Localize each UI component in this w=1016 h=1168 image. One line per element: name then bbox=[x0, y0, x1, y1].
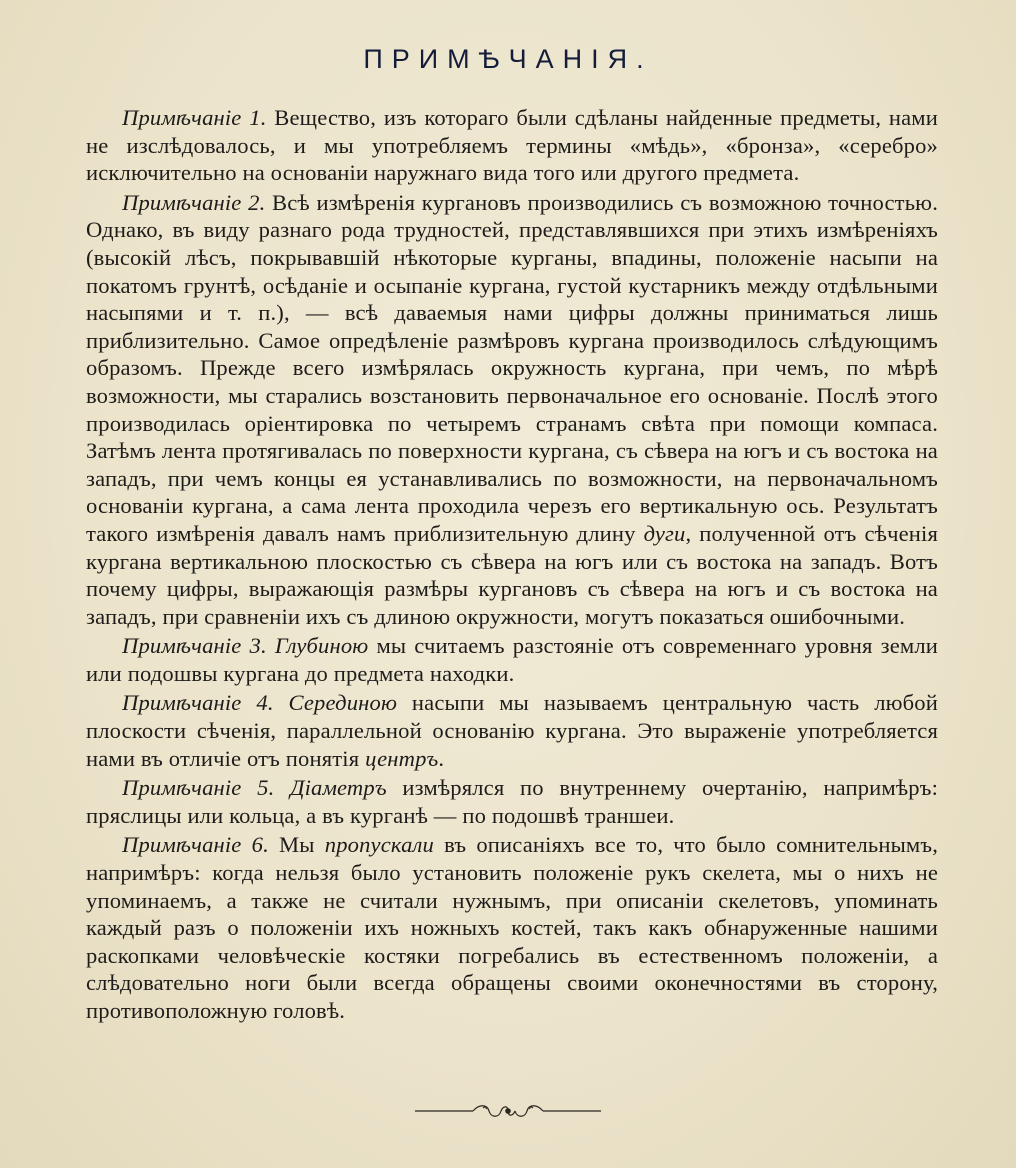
note-emphasis: пропускали bbox=[324, 832, 434, 858]
note-6 bbox=[86, 831, 938, 1024]
note-label: Примѣчаніе 3. bbox=[122, 633, 267, 659]
note-label: Примѣчаніе 1. bbox=[122, 105, 267, 130]
note-text: Вещество, изъ котораго были сдѣланы найденные предметы, нами не изслѣдовалось, и мы употребляемъ термины «мѣдь», «бронза», «серебро» исключительно на основаніи наружнаго вида того или другого предмета. bbox=[86, 105, 938, 186]
note-text: въ описаніяхъ все то, что было сомнительнымъ, напримѣръ: когда нельзя было установить положеніе рукъ скелета, мы о нихъ не упоминаемъ, а также не считали нужнымъ, при описаніи скелетовъ, упоминать каждый разъ о положеніи ихъ ножныхъ костей, такъ какъ обнаруженные нашими раскопками человѣческіе костяки погребались въ естественномъ положеніи, а слѣдовательно ноги были всегда обращены своими оконечностями въ сторону, противоположную головѣ. bbox=[86, 832, 938, 1023]
note-label: Примѣчаніе 6. bbox=[122, 832, 269, 858]
note-text: мы считаемъ разстояніе отъ современнаго уровня земли или подошвы кургана до предмета находки. bbox=[86, 633, 938, 686]
note-3 bbox=[86, 632, 938, 687]
note-text: Всѣ измѣренія кургановъ производились съ возможною точностью. Однако, въ виду разнаго рода трудностей, представлявшихся при этихъ измѣреніяхъ (высокій лѣсъ, покрывавшій нѣкоторые курганы, впадины, положеніе насыпи на покатомъ грунтѣ, осѣданіе и осыпаніе кургана, густой кустарникъ между отдѣльными насыпями и т. п.), — всѣ даваемыя нами цифры должны приниматься лишь приблизительно. Самое опредѣленіе размѣровъ кургана производилось слѣдующимъ образомъ. Прежде всего измѣрялась окружность кургана, при чемъ, по мѣрѣ возможности, мы старались возстановить первоначальное его основаніе. Послѣ этого производилась оріентировка по четыремъ странамъ свѣта при помощи компаса. Затѣмъ лента протягивалась по поверхности кургана, съ сѣвера на югъ и съ востока на западъ, при чемъ концы ея устанавливались по возможности, на первоначальномъ основаніи кургана, а сама лента проходила черезъ его вертикальную ось. Результатъ такого измѣренія давалъ намъ приблизительную длину bbox=[86, 189, 938, 546]
ornament-divider-icon bbox=[413, 1100, 603, 1122]
note-2 bbox=[86, 189, 938, 631]
page-title: ПРИМѢЧАНІЯ. bbox=[363, 44, 653, 74]
note-text: измѣрялся по внутреннему очертанію, напримѣръ: пряслицы или кольца, а въ курганѣ — по подошвѣ траншеи. bbox=[86, 775, 938, 828]
note-text: , полученной отъ сѣченія кургана вертикальною плоскостью съ сѣвера на югъ или съ востока на западъ. Вотъ почему цифры, выражающія размѣры кургановъ съ сѣвера на югъ и съ востока на западъ, при сравненіи ихъ съ длиною окружности, могутъ показаться ошибочными. bbox=[86, 520, 938, 629]
note-emphasis: центръ bbox=[365, 745, 439, 771]
note-label: Примѣчаніе 4. bbox=[122, 690, 274, 716]
note-label: Примѣчаніе 2. bbox=[122, 189, 266, 215]
note-text: . bbox=[438, 745, 445, 771]
notes-body bbox=[86, 104, 938, 1027]
note-4 bbox=[86, 689, 938, 772]
note-text: Мы bbox=[268, 832, 325, 858]
note-label: Примѣчаніе 5. bbox=[122, 775, 275, 801]
note-emphasis: Глубиною bbox=[266, 633, 369, 659]
note-5 bbox=[86, 774, 938, 829]
note-emphasis: дуги bbox=[643, 520, 686, 546]
note-emphasis: Серединою bbox=[273, 690, 398, 716]
note-1 bbox=[86, 104, 938, 187]
note-emphasis: Діаметръ bbox=[274, 775, 387, 801]
note-text: насыпи мы называемъ центральную часть любой плоскости сѣченія, параллельной основанію кургана. Это выраженіе употребляется нами въ отличіе отъ понятія bbox=[86, 690, 938, 771]
